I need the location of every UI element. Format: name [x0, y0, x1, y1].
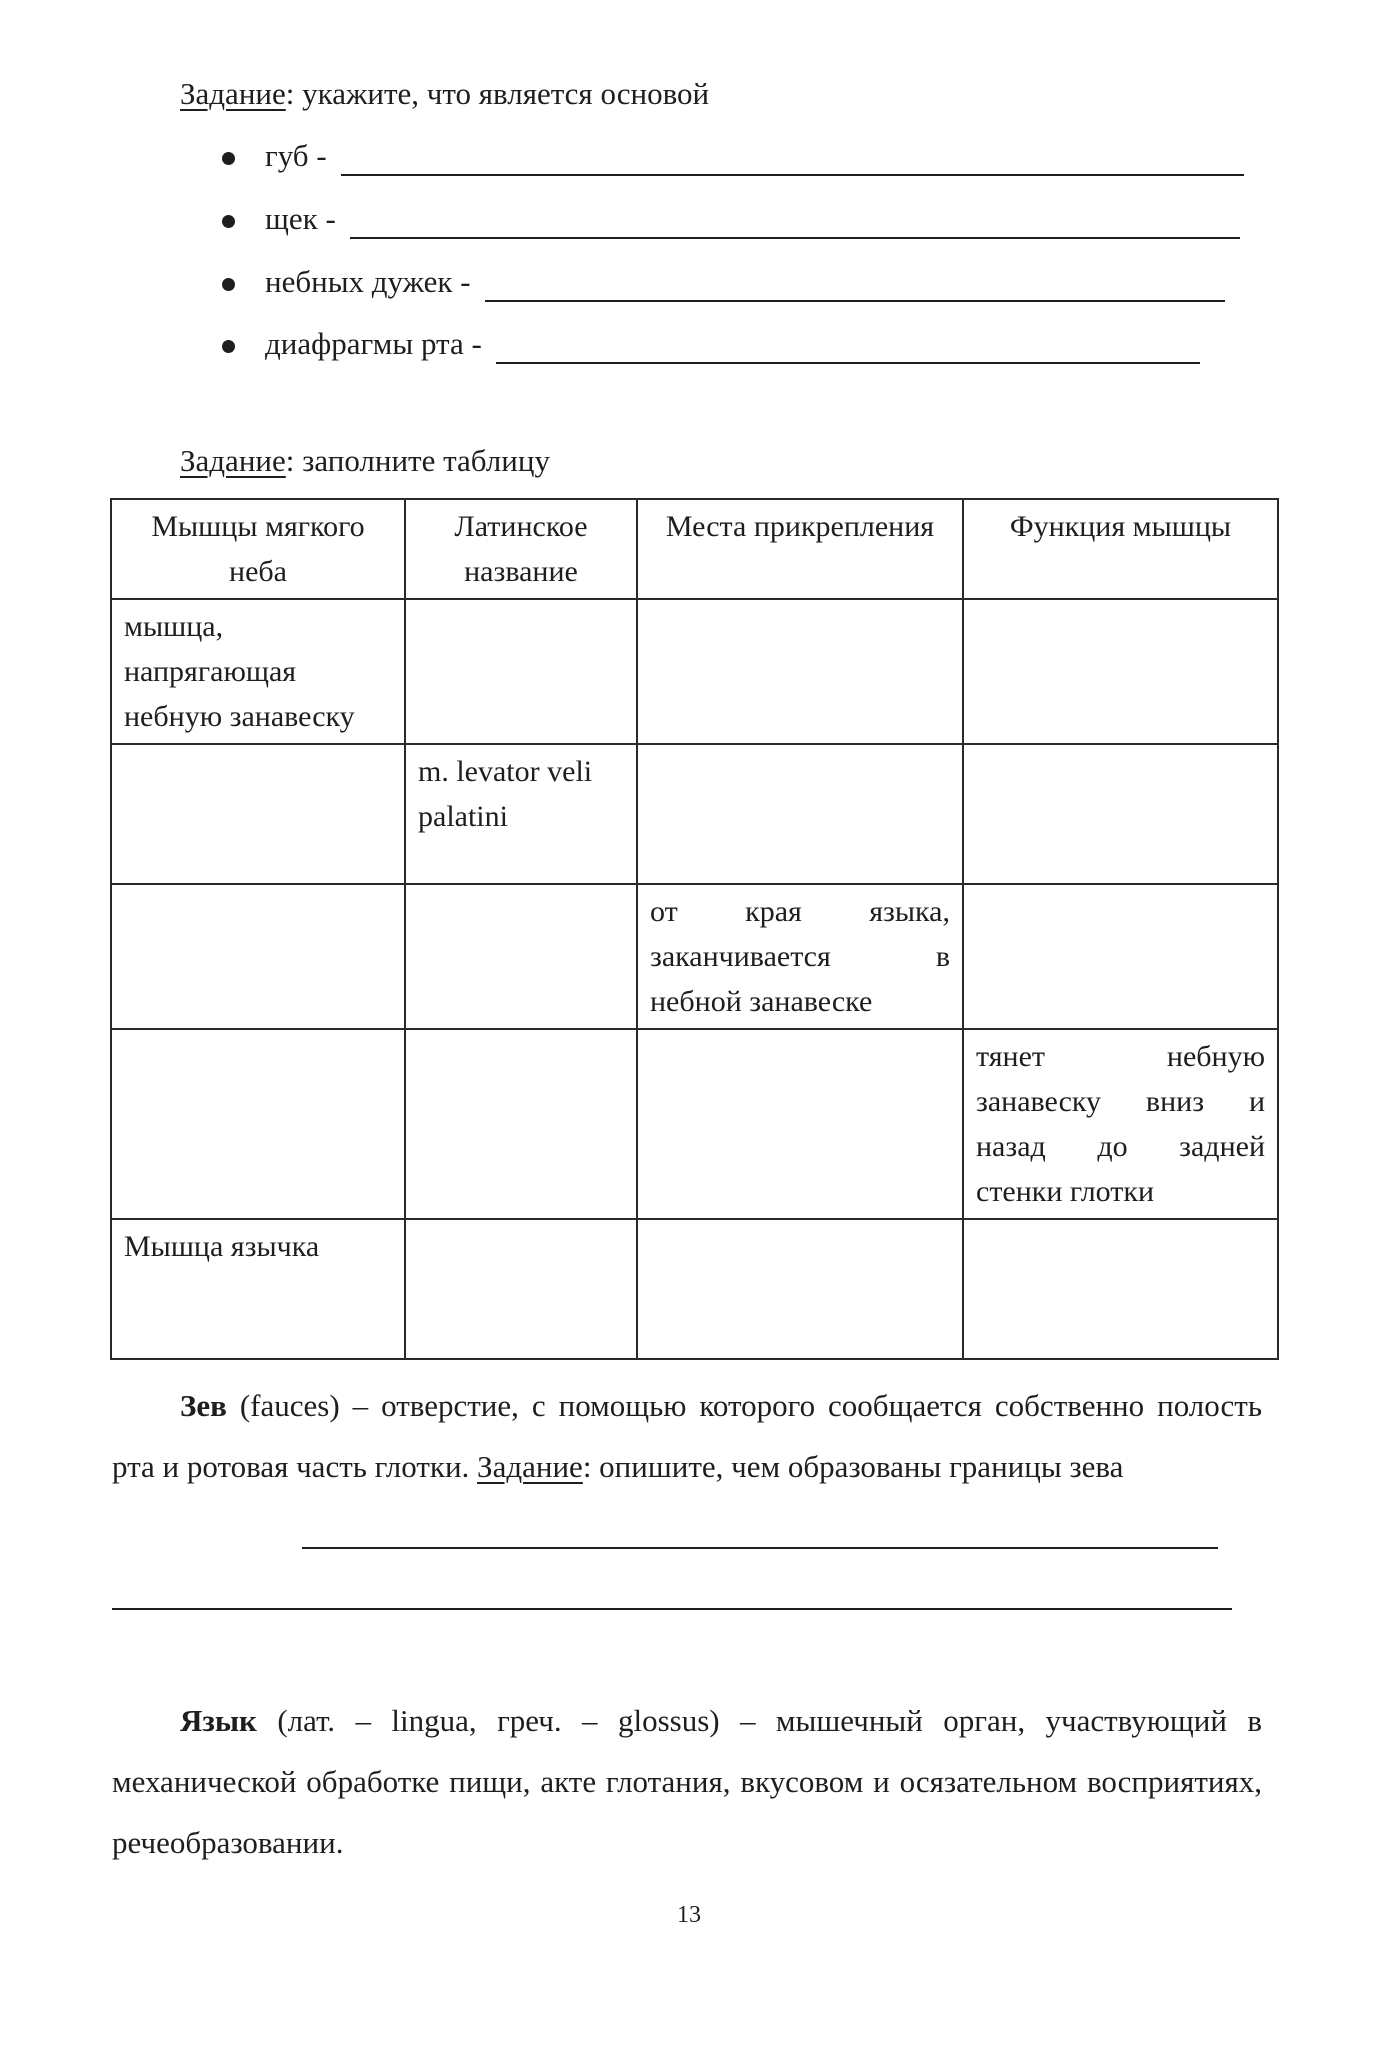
column-header: Места прикрепления	[637, 499, 963, 599]
task-label: Задание	[477, 1449, 583, 1484]
list-item	[222, 199, 1240, 239]
answer-blank[interactable]	[341, 140, 1244, 176]
list-item-label: щек -	[265, 201, 336, 236]
table-row	[111, 884, 1278, 1029]
table-cell: тянет небную занавеску вниз и назад до задней стенки глотки	[963, 1029, 1278, 1219]
list-item-label: губ -	[265, 138, 327, 173]
table-cell[interactable]	[963, 599, 1278, 744]
answer-blank[interactable]	[496, 328, 1200, 364]
bullet-icon	[222, 278, 235, 291]
table-cell[interactable]	[637, 599, 963, 744]
tongue-definition: (лат. – lingua, греч. – glossus) – мышечный орган, участвующий в механической обработке пищи, акте глотания, вкусовом и осязательном восприятиях, речеобразовании.	[112, 1703, 1262, 1860]
table-cell[interactable]	[111, 884, 405, 1029]
task-label: Задание	[180, 443, 286, 478]
table-cell[interactable]	[405, 1029, 637, 1219]
table-cell[interactable]	[963, 1219, 1278, 1359]
table-cell: m. levator veli palatini	[405, 744, 637, 884]
table-cell[interactable]	[637, 1219, 963, 1359]
table-cell: от края языка, заканчивается в небной занавеске	[637, 884, 963, 1029]
table-cell[interactable]	[963, 744, 1278, 884]
list-item	[222, 262, 1225, 302]
task-heading-table	[180, 441, 550, 481]
column-header: Мышцы мягкого неба	[111, 499, 405, 599]
table-row	[111, 1029, 1278, 1219]
table-cell: мышца, напрягающая небную занавеску	[111, 599, 405, 744]
answer-blank[interactable]	[112, 1608, 1232, 1610]
table-cell[interactable]	[637, 1029, 963, 1219]
page-number: 13	[677, 1902, 701, 1928]
list-item-label: диафрагмы рта -	[265, 326, 482, 361]
column-header: Латинское название	[405, 499, 637, 599]
task-label: Задание	[180, 76, 286, 111]
column-header: Функция мышцы	[963, 499, 1278, 599]
table-row	[111, 599, 1278, 744]
table-cell: Мышца язычка	[111, 1219, 405, 1359]
soft-palate-muscles-table	[110, 498, 1279, 1360]
list-item	[222, 136, 1244, 176]
fauces-task-text: : опишите, чем образованы границы зева	[582, 1449, 1124, 1484]
table-row	[111, 744, 1278, 884]
bullet-icon	[222, 340, 235, 353]
fauces-paragraph	[112, 1375, 1262, 1497]
table-cell[interactable]	[111, 744, 405, 884]
task-heading-foundation	[180, 74, 709, 114]
answer-blank[interactable]	[350, 203, 1240, 239]
bullet-icon	[222, 152, 235, 165]
list-item-label: небных дужек -	[265, 264, 471, 299]
table-row	[111, 1219, 1278, 1359]
task-text: : укажите, что является основой	[285, 76, 710, 111]
fauces-definition: (fauces) – отверстие, с помощью которого сообщается собственно полость рта и ротовая часть глотки.	[112, 1388, 1262, 1484]
muscles-table-wrapper	[110, 498, 1277, 1360]
table-cell[interactable]	[405, 599, 637, 744]
answer-blank[interactable]	[485, 266, 1225, 302]
term-tongue: Язык	[180, 1703, 257, 1738]
table-cell[interactable]	[637, 744, 963, 884]
task-text: : заполните таблицу	[285, 443, 550, 478]
bullet-icon	[222, 215, 235, 228]
table-cell[interactable]	[405, 1219, 637, 1359]
answer-blank[interactable]	[302, 1547, 1218, 1549]
tongue-paragraph	[112, 1690, 1262, 1873]
table-cell[interactable]	[111, 1029, 405, 1219]
table-header-row	[111, 499, 1278, 599]
table-cell[interactable]	[963, 884, 1278, 1029]
table-cell[interactable]	[405, 884, 637, 1029]
list-item	[222, 324, 1200, 364]
term-fauces: Зев	[180, 1388, 227, 1423]
